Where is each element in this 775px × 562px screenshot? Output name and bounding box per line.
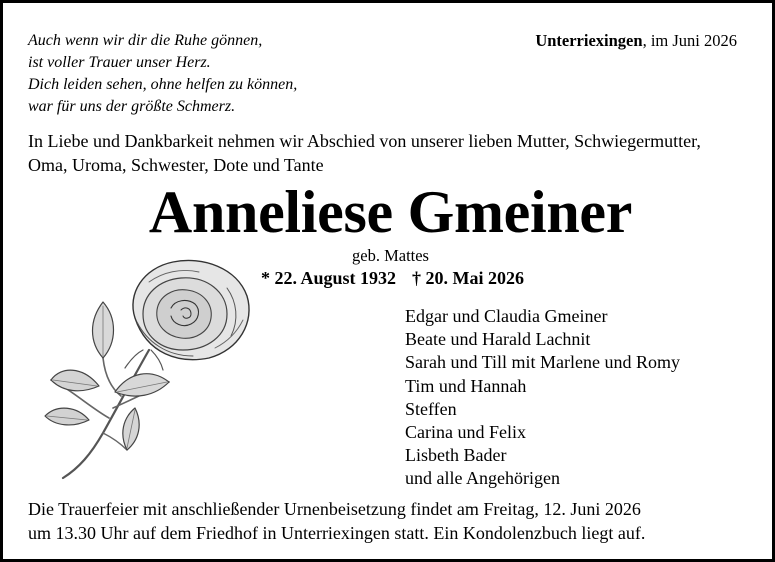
place-date	[535, 30, 737, 52]
mourner-entry: Tim und Hannah	[405, 375, 527, 396]
poem-line: ist voller Trauer unser Herz.	[28, 54, 211, 71]
rose-drawing-icon	[31, 258, 263, 483]
poem-line: Auch wenn wir dir die Ruhe gönnen,	[28, 32, 263, 49]
mourner-entry: Edgar und Claudia Gmeiner	[405, 306, 608, 326]
funeral-info-line: Die Trauerfeier mit anschließender Urnenbeisetzung findet am Freitag, 12. Juni 2026	[28, 499, 641, 519]
mourner-entry: Carina und Felix	[405, 422, 526, 443]
mourner-entry: Lisbeth Bader	[405, 445, 507, 466]
mourners-list	[405, 305, 680, 491]
death-date: † 20. Mai 2026	[412, 268, 525, 288]
poem-line: Dich leiden sehen, ohne helfen zu können,	[28, 76, 298, 93]
poem	[28, 30, 297, 118]
poem-line: war für uns der größte Schmerz.	[28, 98, 236, 115]
birth-date: * 22. August 1932	[261, 268, 397, 288]
mourner-entry: Beate und Harald Lachnit	[405, 329, 591, 350]
mourner-entry: und alle Angehörigen	[405, 468, 560, 489]
funeral-info-line: um 13.30 Uhr auf dem Friedhof in Unterriexingen statt. Ein Kondolenzbuch liegt auf.	[28, 523, 646, 543]
mourner-entry: Sarah und Till mit Marlene und Romy	[405, 352, 681, 373]
life-dates	[261, 267, 524, 289]
maiden-name: geb. Mattes	[352, 246, 429, 265]
notice-date: , im Juni 2026	[642, 31, 737, 50]
deceased-name: Anneliese Gmeiner	[148, 179, 633, 245]
place-name: Unterriexingen	[535, 31, 643, 50]
intro-line: Oma, Uroma, Schwester, Dote und Tante	[28, 155, 324, 175]
intro-line: In Liebe und Dankbarkeit nehmen wir Abschied von unserer lieben Mutter, Schwiegermutter,	[28, 131, 701, 151]
intro-text	[28, 129, 701, 177]
mourner-entry: Steffen	[405, 398, 457, 419]
funeral-info	[28, 497, 645, 545]
